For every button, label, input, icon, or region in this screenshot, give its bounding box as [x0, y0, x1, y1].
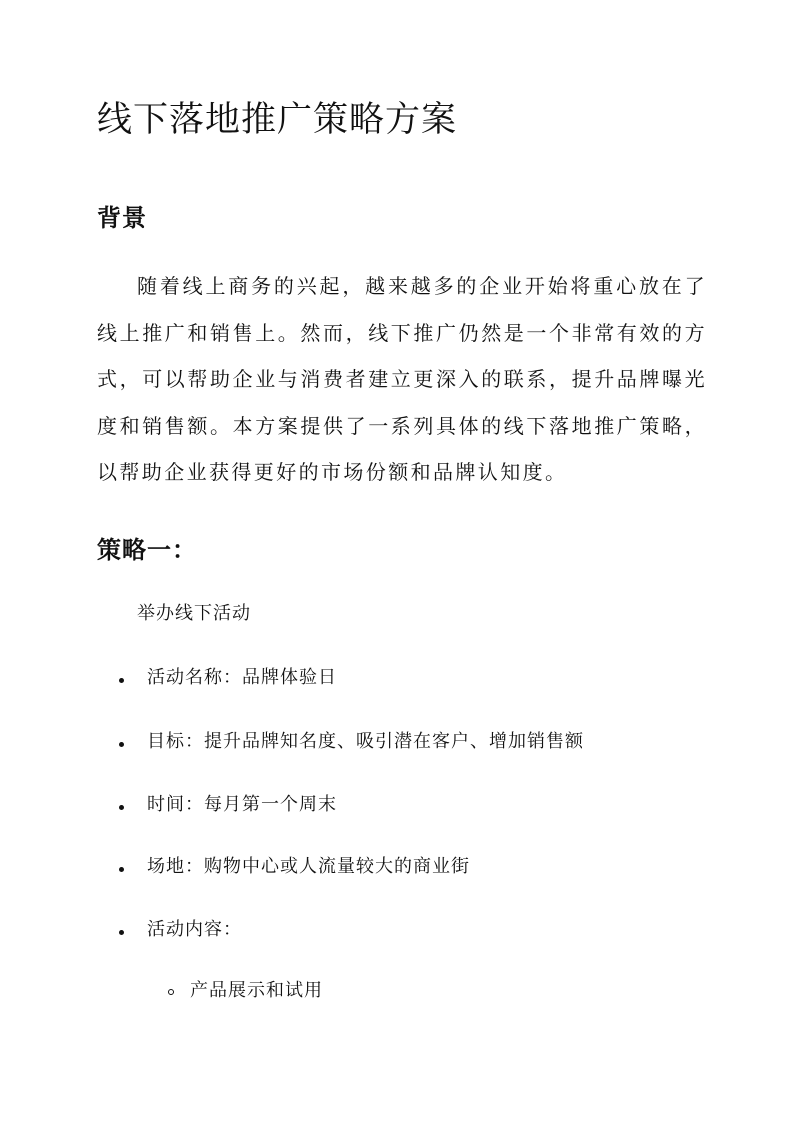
- strategy-one-subtitle: 举办线下活动: [137, 603, 251, 624]
- sub-list-item: 产品展示和试用: [190, 980, 323, 1001]
- list-item-content: 活动内容：: [147, 919, 242, 940]
- list-item-activity-name: 活动名称：品牌体验日: [147, 667, 337, 688]
- list-item-goal: 目标：提升品牌知名度、吸引潜在客户、增加销售额: [147, 731, 584, 752]
- list-item-time: 时间：每月第一个周末: [147, 794, 337, 815]
- list-item-venue: 场地：购物中心或人流量较大的商业街: [147, 856, 470, 877]
- bullet-icon: [119, 805, 124, 810]
- background-heading: 背景: [97, 203, 147, 232]
- bullet-icon: [119, 678, 124, 683]
- background-paragraph: 随着线上商务的兴起，越来越多的企业开始将重心放在了线上推广和销售上。然而，线下推广仍然是一个非常有效的方式，可以帮助企业与消费者建立更深入的联系，提升品牌曝光度和销售额。本方案提供了一系列具体的线下落地推广策略，以帮助企业获得更好的市场份额和品牌认知度。: [97, 274, 707, 484]
- strategy-one-heading: 策略一：: [97, 535, 197, 564]
- bullet-icon: [119, 867, 124, 872]
- hollow-bullet-icon: [168, 989, 174, 995]
- bullet-icon: [119, 930, 124, 935]
- document-title: 线下落地推广策略方案: [97, 100, 458, 140]
- bullet-icon: [119, 742, 124, 747]
